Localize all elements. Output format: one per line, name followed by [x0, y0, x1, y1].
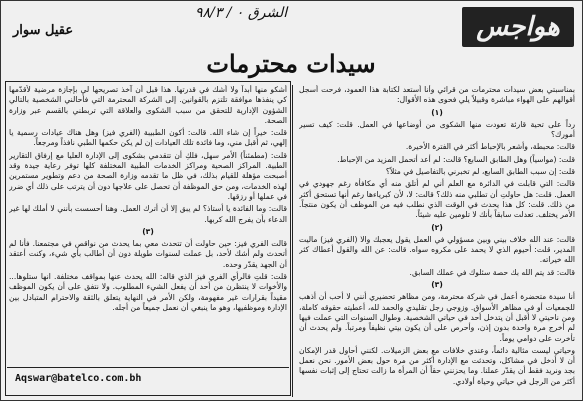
author-contact — [7, 367, 289, 392]
article-body-right-column — [299, 85, 575, 397]
paragraph: قالت: قد يتم الله بك حصة سئلوك في عملك السابق. — [409, 267, 575, 277]
paragraph: قالت: وما الفائدة يا أستاذ؟ لم يبق إلا أن أترك العمل. وهنا أحسست بأنني لا أملك لها غير الدعاء بأن يفرج الله كربها. — [9, 204, 287, 224]
column-divider — [292, 85, 293, 397]
author-email: Aqswar@batelco.com.bh — [15, 373, 142, 384]
paragraph: قالت: التي قابلت في الدائرة مع العلم أني لم أتلق منه أي مكافأة رغم جهودي في العمل. قلت: هل حاولتِ أن تطلبي منه ذلك؟ قالت: لا، لأن كبرياءها رغم أنها تستحق أكثر من ذلك. قلت: كل هذا يحدث في الوقت الذي نطلب فيه من الموظف أن يكون منتجاً. الأمر يختلف. تعدلت سابقاً بأنك لا تلومين عليه شيئاً. — [299, 179, 575, 220]
paragraph: رداً على تحية قارئة تعودت منها الشكوى من أوضاعها في العمل. قلت: كيف تسير أمورك؟ — [299, 119, 575, 140]
paragraph: وحياتي ليست مثالية دائماً، وعندي خلافات مع بعض الزميلات. لكنني أحاول قدر الإمكان أن لا أدخل في مشاكل، وتحدثت مع الإدارة أكثر من مرة حول بعض الأمور. نحن نعمل بجد ونريد فقط أن يقدّر عملنا. وما يحزنني حقاً أن المرأة ما زالت تحتاج إلى إثبات نفسها أكثر من الرجل في حياتي وحياة أولادي. — [299, 345, 575, 386]
article-title: سيدات محترمات — [206, 49, 376, 78]
section-number: (٣) — [142, 226, 154, 236]
paragraph: قلت: خيراً إن شاء الله. قالت: أكون الطبيبة (الفري فيز) وهل هناك عيادات رسمية يا إلهي، ثم أقبل مني، وما فائدة تلك العيادات إن لم يكن حكمها الطبي نافذاً ومرجعاً. — [9, 128, 287, 148]
paragraph: قلت: (مواسياً) وهل الطابق السابع؟ قالت: لم أعد أتحمل المزيد من الإحباط. — [337, 154, 575, 164]
paragraph: بمناسبتي بعض سيدات محترمات من قرائي وأنا أستعد لكتابة هذا العمود، فرحت أسجل أقوالهم على الهواء مباشرة وقبيلاً يلي فحوى هذه الأقوال: — [299, 85, 575, 105]
column-name-logo: هواجس — [462, 7, 574, 47]
paragraph: قلت: إن سبب الطابق السابع، لم تخبرني بالتفاصيل في مثلاً؟ — [385, 167, 575, 177]
paragraph: قلت: (مطمئناً) الأمر سهل، فلكِ أن تتقدمي بشكوى إلى الإدارة العليا مع إرفاق التقارير الطبية. المراكز الصحية ومراكز الخدمات الطبية المختلفة كلها توفر رعاية جيدة وقد أصبحت مؤهلة للقيام بذلك، في ظل ما تقدمه وزارة الصحة من دعم وتطوير مستمرين لهذه الخدمات، ومن حق الموظفة أن تحصل على علاجها دون أن يترتب على ذلك أي ضرر في عملها أو رزقها. — [9, 150, 287, 201]
section-number: (٢) — [431, 222, 443, 232]
paragraph: قلت: قلتِ فالرأي الفري فيز الذي قاله: الله يحدث عنها بمواقف مختلفة. انها ستلوها... والأخوات لا ينتظرن من أحد أن يفعل الشيء المطلوب. ولا نتفق على أن يكون الموظف مقيداً بقرارات غير مفهومة، ولكن الأمر في النهاية يتعلق بالثقة والاحترام المتبادل بين الإدارة وموظفيها، وهو ما ينبغي أن نعمل جميعاً من أجله. — [9, 272, 287, 312]
article-body-left-column — [9, 85, 287, 365]
section-number: (١) — [431, 107, 443, 117]
section-number: (٣) — [431, 280, 443, 290]
paragraph: قالت الفري فيز: حين حاولت أن تتحدث معي بما يحدث من نواقص في مجتمعنا. فأنا لم أتحدث ولم أشك لأحد، بل عملت لسنوات طويلة دون أن أطالب بأي شيء، وكنت أعتقد أن الجهد يقدّر وحده. — [9, 239, 287, 269]
author-name: عقيل سوار — [13, 23, 74, 38]
paragraph: قالت: عند الله خلاف بيني وبين مسؤولي في العمل يقول يعجبك والا (الفري فيز) ماليت المدير، قلت: أحيوم الذي لا يحمد على مكروه سواه. قالت: عن الله والقول أعطاك كثر الله خيراته. — [299, 234, 575, 265]
column-masthead — [5, 5, 580, 49]
paragraph: قالت: محبطة، وأشعر بالإحباط أكثر في الفترة الأخيرة. — [405, 142, 575, 152]
paragraph: أنا سيدة متحضرة أعمل في شركة محترمة، ومن مظاهر تحضيري أنني لا أحب أن أذهب للجمعيات أو في مظاهر الأسواق. وزوجي رجل تقليدي والحمد لله، أعطيته حقوقه كاملة، ومن ناحيتي لا أقبل أن يتدخل أحد في حياتي الشخصية. وطوال السنوات التي عملت فيها لم أخرج مرة واحدة بدون إذن، وأحرص على أن يكون بيتي نظيفاً ومرتباً. ولم يحدث أن تأخرت على دوامي يوماً. — [299, 292, 575, 343]
paragraph: أشكو منها أبداً ولا أشك في قدرتها. هذا قبل أن آخذ تصريحها لي بإجازة مرضية لأقدّمها كي ينفذها موافقة تلتزم بالقوانين. إلى الشركة المحترمة التي فأحالني الشخصية بالتالي الشؤون الإدارية للتحقق من سبب الشكوى والعلاقة التي تربطني بالقسم عبر وزارة الصحة. — [9, 85, 287, 125]
dateline: الشرق ٠ / ٩٨/٣ — [195, 5, 288, 21]
